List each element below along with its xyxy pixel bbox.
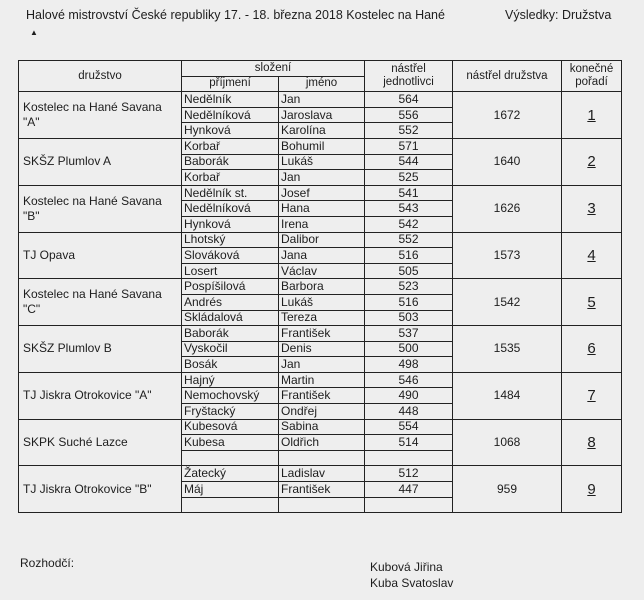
member-score: 503 <box>365 310 453 326</box>
member-name: Jan <box>279 92 365 108</box>
team-name: Kostelec na Hané Savana "A" <box>19 92 182 139</box>
member-surname: Fryštacký <box>182 404 279 420</box>
member-score: 541 <box>365 185 453 201</box>
member-score: 514 <box>365 435 453 451</box>
member-name: Sabina <box>279 419 365 435</box>
table-row <box>19 138 622 154</box>
member-surname <box>182 450 279 466</box>
col-surname: příjmení <box>182 76 279 92</box>
member-name: Václav <box>279 263 365 279</box>
member-score: 525 <box>365 170 453 186</box>
member-score: 542 <box>365 216 453 232</box>
member-score: 512 <box>365 466 453 482</box>
results-label: Výsledky: Družstva <box>505 8 612 22</box>
member-score: 543 <box>365 201 453 217</box>
member-name: František <box>279 482 365 498</box>
team-total: 1068 <box>453 419 562 466</box>
member-score: 552 <box>365 123 453 139</box>
member-surname: Korbař <box>182 138 279 154</box>
member-surname: Slováková <box>182 248 279 264</box>
final-place: 1 <box>562 92 622 139</box>
member-score: 571 <box>365 138 453 154</box>
member-score: 516 <box>365 294 453 310</box>
member-surname: Nemochovský <box>182 388 279 404</box>
team-total: 1640 <box>453 138 562 185</box>
member-name: František <box>279 388 365 404</box>
member-score: 554 <box>365 419 453 435</box>
team-total: 1542 <box>453 279 562 326</box>
member-surname: Baborák <box>182 326 279 342</box>
member-surname: Máj <box>182 482 279 498</box>
member-score: 523 <box>365 279 453 295</box>
final-place: 9 <box>562 466 622 513</box>
team-total: 1672 <box>453 92 562 139</box>
member-name: Jaroslava <box>279 107 365 123</box>
member-name: Jan <box>279 170 365 186</box>
member-name: Oldřich <box>279 435 365 451</box>
member-score: 556 <box>365 107 453 123</box>
col-individual: nástřel jednotlivci <box>365 61 453 92</box>
table-row <box>19 92 622 108</box>
member-score: 516 <box>365 248 453 264</box>
member-name: Barbora <box>279 279 365 295</box>
team-name: Kostelec na Hané Savana "B" <box>19 185 182 232</box>
member-surname: Korbař <box>182 170 279 186</box>
team-total: 1573 <box>453 232 562 279</box>
member-surname: Skládalová <box>182 310 279 326</box>
member-score: 544 <box>365 154 453 170</box>
member-name: Dalibor <box>279 232 365 248</box>
team-name: TJ Jiskra Otrokovice "B" <box>19 466 182 513</box>
member-score: 498 <box>365 357 453 373</box>
table-row <box>19 279 622 295</box>
member-surname: Losert <box>182 263 279 279</box>
member-name: Hana <box>279 201 365 217</box>
member-score: 448 <box>365 404 453 420</box>
final-place: 7 <box>562 372 622 419</box>
member-name: Josef <box>279 185 365 201</box>
member-surname: Nedělník st. <box>182 185 279 201</box>
results-table <box>18 60 622 513</box>
member-surname: Nedělník <box>182 92 279 108</box>
team-total: 1535 <box>453 326 562 373</box>
member-surname: Nedělníková <box>182 201 279 217</box>
member-score <box>365 497 453 513</box>
member-score: 552 <box>365 232 453 248</box>
member-name: Irena <box>279 216 365 232</box>
team-name: SKPK Suché Lazce <box>19 419 182 466</box>
member-surname: Žatecký <box>182 466 279 482</box>
col-name: jméno <box>279 76 365 92</box>
member-score: 505 <box>365 263 453 279</box>
final-place: 5 <box>562 279 622 326</box>
member-score: 537 <box>365 326 453 342</box>
table-row <box>19 466 622 482</box>
member-surname: Vyskočil <box>182 341 279 357</box>
member-name: Tereza <box>279 310 365 326</box>
table-row <box>19 232 622 248</box>
team-name: Kostelec na Hané Savana "C" <box>19 279 182 326</box>
member-name: Lukáš <box>279 294 365 310</box>
member-score: 500 <box>365 341 453 357</box>
member-score: 546 <box>365 372 453 388</box>
member-surname: Kubesa <box>182 435 279 451</box>
table-row <box>19 372 622 388</box>
referee-1: Kubová Jiřina <box>370 560 443 574</box>
document-title: Halové mistrovství České republiky 17. - 18. března 2018 Kostelec na Hané <box>26 8 445 22</box>
member-name: Lukáš <box>279 154 365 170</box>
team-name: SKŠZ Plumlov B <box>19 326 182 373</box>
member-surname: Hynková <box>182 123 279 139</box>
member-name: Bohumil <box>279 138 365 154</box>
member-name: Ondřej <box>279 404 365 420</box>
member-surname: Pospíšilová <box>182 279 279 295</box>
table-row <box>19 419 622 435</box>
final-place: 2 <box>562 138 622 185</box>
col-composition: složení <box>182 61 365 77</box>
col-team: družstvo <box>19 61 182 92</box>
member-name: Denis <box>279 341 365 357</box>
referee-label: Rozhodčí: <box>20 556 75 570</box>
member-surname <box>182 497 279 513</box>
member-name: Ladislav <box>279 466 365 482</box>
team-name: TJ Jiskra Otrokovice "A" <box>19 372 182 419</box>
team-total: 1626 <box>453 185 562 232</box>
member-name: Jana <box>279 248 365 264</box>
member-name: František <box>279 326 365 342</box>
small-mark: ▲ <box>30 28 38 37</box>
member-score <box>365 450 453 466</box>
member-score: 490 <box>365 388 453 404</box>
team-name: TJ Opava <box>19 232 182 279</box>
col-final: konečné pořadí <box>562 61 622 92</box>
member-name: Martin <box>279 372 365 388</box>
col-team-total: nástřel družstva <box>453 61 562 92</box>
member-surname: Nedělníková <box>182 107 279 123</box>
member-surname: Hajný <box>182 372 279 388</box>
member-name <box>279 497 365 513</box>
member-surname: Baborák <box>182 154 279 170</box>
table-row <box>19 326 622 342</box>
team-total: 1484 <box>453 372 562 419</box>
member-name <box>279 450 365 466</box>
final-place: 3 <box>562 185 622 232</box>
table-row <box>19 185 622 201</box>
final-place: 4 <box>562 232 622 279</box>
final-place: 8 <box>562 419 622 466</box>
member-name: Karolína <box>279 123 365 139</box>
member-score: 564 <box>365 92 453 108</box>
member-surname: Kubesová <box>182 419 279 435</box>
member-surname: Lhotský <box>182 232 279 248</box>
team-name: SKŠZ Plumlov A <box>19 138 182 185</box>
referee-2: Kuba Svatoslav <box>370 576 454 590</box>
final-place: 6 <box>562 326 622 373</box>
team-total: 959 <box>453 466 562 513</box>
member-surname: Andrés <box>182 294 279 310</box>
member-name: Jan <box>279 357 365 373</box>
member-surname: Hynková <box>182 216 279 232</box>
member-score: 447 <box>365 482 453 498</box>
member-surname: Bosák <box>182 357 279 373</box>
